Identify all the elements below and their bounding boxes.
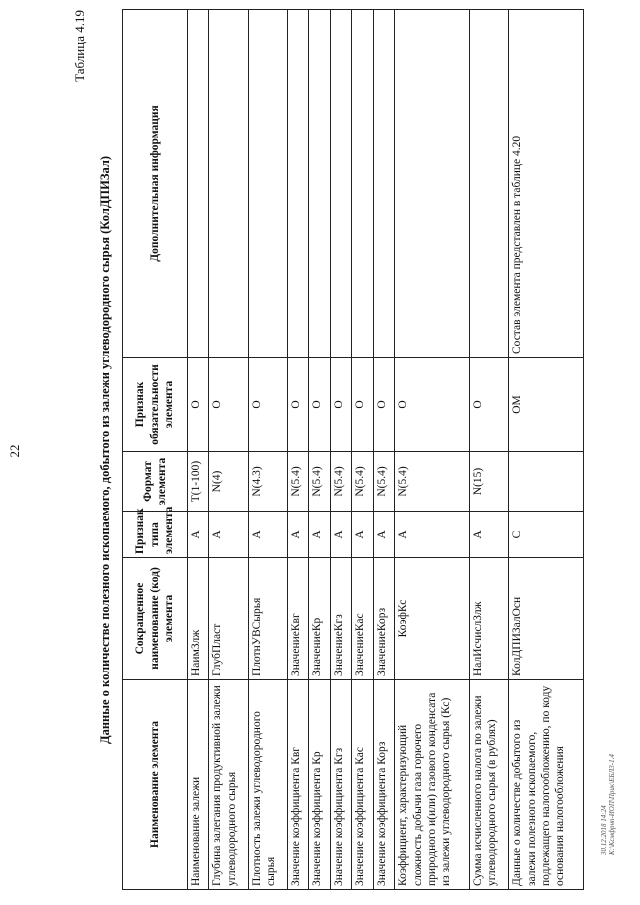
header-element-name: Наименование элемента [123,680,188,890]
cell-type: А [188,512,209,558]
cell-required: О [309,358,330,452]
print-stamp-path: К:\Ксмфрнп-ИОП\Прик\ЕБЛ3-1.4 [608,754,617,855]
cell-required: О [352,358,373,452]
cell-required: О [188,358,209,452]
table-row [330,10,351,890]
table-title: Данные о количестве полезного ископаемого, добытого из залежи углеводородного сырья (КолДПИЗал) [98,155,112,745]
cell-name: Значение коэффициента Кр [309,680,330,890]
elements-table [122,9,584,890]
cell-name: Значение коэффициента Кас [352,680,373,890]
rotated-page-content [70,10,630,890]
header-element-code: Сокращенное наименование (код) элемента [123,558,188,680]
cell-required: О [248,358,287,452]
cell-required: О [287,358,308,452]
cell-info [248,10,287,358]
table-row [248,10,287,890]
cell-name: Коэффициент, характеризующий сложность добычи газа горючего природного и(или) газового конденсата из залежи углеводородного сырья (Кс) [395,680,470,890]
cell-info [309,10,330,358]
cell-code: КолДПИЗалОсн [509,558,584,680]
cell-info: Состав элемента представлен в таблице 4.20 [509,10,584,358]
cell-format: N(4.3) [248,452,287,512]
cell-name: Сумма исчисленного налога по залежи углеводородного сырья (в рублях) [469,680,508,890]
cell-name: Плотность залежи углеводородного сырья [248,680,287,890]
cell-code: ЗначениеКас [352,558,373,680]
cell-code: КоэфКс [395,558,470,680]
cell-required: О [469,358,508,452]
cell-type: А [373,512,394,558]
cell-type: А [330,512,351,558]
cell-format: N(5.4) [287,452,308,512]
cell-format: N(5.4) [373,452,394,512]
cell-required: О [395,358,470,452]
cell-format: T(1-100) [188,452,209,512]
cell-info [469,10,508,358]
cell-info [287,10,308,358]
cell-type: А [248,512,287,558]
cell-format: N(4) [209,452,248,512]
table-row [287,10,308,890]
cell-code: НалИсчислЗлж [469,558,508,680]
cell-info [395,10,470,358]
table-number: Таблица 4.19 [72,10,87,82]
cell-code: ЗначениеКвг [287,558,308,680]
cell-code: ГлубПласт [209,558,248,680]
header-element-format: Формат элемента [123,452,188,512]
table-row [188,10,209,890]
cell-name: Значение коэффициента Корз [373,680,394,890]
cell-code: ЗначениеКр [309,558,330,680]
cell-info [352,10,373,358]
table-row [395,10,470,890]
cell-required: О [373,358,394,452]
cell-type: А [352,512,373,558]
table-row [373,10,394,890]
cell-name: Значение коэффициента Квг [287,680,308,890]
cell-required: О [209,358,248,452]
cell-type: А [469,512,508,558]
header-element-required: Признак обязательности элемента [123,358,188,452]
print-stamp [600,754,617,855]
cell-format: N(5.4) [395,452,470,512]
header-additional-info: Дополнительная информация [123,10,188,358]
cell-code: ЗначениеКгз [330,558,351,680]
cell-code: ПлотнУВСырья [248,558,287,680]
cell-type: А [395,512,470,558]
cell-name: Наименование залежи [188,680,209,890]
cell-format: N(5.4) [352,452,373,512]
table-row [309,10,330,890]
cell-format: N(15) [469,452,508,512]
table-row [209,10,248,890]
print-stamp-date: 30.12.2018 14:24 [600,805,608,855]
table-row [469,10,508,890]
cell-name: Значение коэффициента Кгз [330,680,351,890]
table-row [352,10,373,890]
cell-code: НаимЗлж [188,558,209,680]
cell-format [509,452,584,512]
cell-info [373,10,394,358]
cell-type: С [509,512,584,558]
cell-info [209,10,248,358]
cell-type: А [287,512,308,558]
cell-type: А [309,512,330,558]
cell-info [330,10,351,358]
cell-name: Данные о количестве добытого из залежи полезного ископаемого, подлежащего налогообложению, по коду основания налогообложения [509,680,584,890]
cell-name: Глубина залегания продуктивной залежи углеводородного сырья [209,680,248,890]
cell-code: ЗначениеКорз [373,558,394,680]
cell-format: N(5.4) [309,452,330,512]
cell-type: А [209,512,248,558]
page-number: 22 [7,444,22,458]
cell-required: О [330,358,351,452]
cell-format: N(5.4) [330,452,351,512]
cell-required: ОМ [509,358,584,452]
header-element-type: Признак типа элемента [123,512,188,558]
table-header-row [123,10,188,890]
table-row [509,10,584,890]
cell-info [188,10,209,358]
